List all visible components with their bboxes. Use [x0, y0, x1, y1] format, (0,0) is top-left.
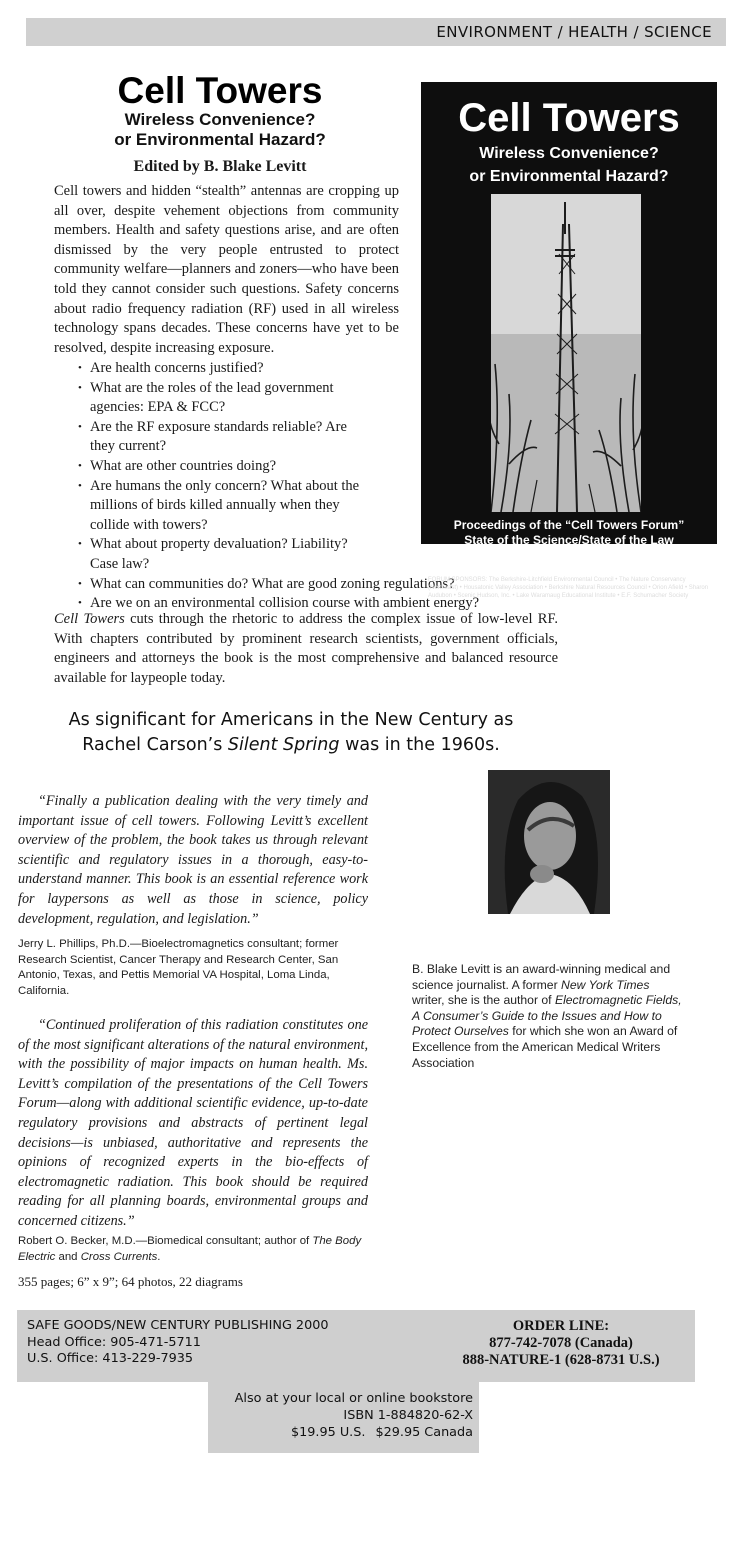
order-phone-us: 888-NATURE-1 (628-8731 U.S.): [462, 1352, 660, 1368]
book-subtitle-line1: Wireless Convenience?: [124, 110, 316, 129]
bookstore-info-box: [208, 1382, 479, 1453]
head-office-phone: Head Office: 905-471-5711: [27, 1334, 201, 1350]
category-label: ENVIRONMENT / HEALTH / SCIENCE: [436, 23, 712, 41]
order-line: [441, 1318, 681, 1369]
attribution-and: and: [55, 1250, 81, 1263]
bio-text: B. Blake Levitt is an award-winning medical and science journalist. A former: [412, 962, 671, 992]
bio-book-title: Electromagnetic Fields, A Consumer’s Guide to the Issues and How to Protect Ourselves: [412, 993, 682, 1039]
testimonial-attribution: Jerry L. Phillips, Ph.D.—Bioelectromagnetics consultant; former Research Scientist, Cancer Therapy and Research Center, San Antonio, Texas, and Pettis Memorial VA Hospital, Loma Linda, California.: [18, 938, 339, 997]
closing-text: cuts through the rhetoric to address the complex issue of low-level RF. With chapters contributed by prominent research scientists, government officials, engineers and attorneys the book is the most comprehensive and balanced resource available for laypeople today.: [54, 611, 558, 686]
testimonial-quote: “Finally a publication dealing with the very timely and important issue of cell towers. Following Levitt’s excellent overview of the problem, the book takes us through relevant scientific and regulatory issues in a thorough, easy-to-understand manner. This book is an essential reference work for laypersons as well as those in science, policy development, regulation, and legislation.”: [18, 793, 368, 927]
book-title-block: [40, 72, 400, 176]
category-header: [26, 18, 726, 46]
cover-proceedings-line1: Proceedings of the “Cell Towers Forum”: [453, 518, 685, 532]
question-item: • What can communities do? What are good zoning regulations?: [78, 575, 528, 595]
price-us: $19.95 U.S.: [290, 1425, 366, 1440]
cover-subtitle-line1: Wireless Convenience?: [479, 145, 659, 162]
price-line: [208, 1424, 473, 1441]
question-item: • Are the RF exposure standards reliable? Are they current?: [78, 418, 374, 457]
cell-tower-photo: [491, 194, 641, 512]
author-bio: [412, 962, 682, 1071]
isbn: ISBN 1-884820-62-X: [343, 1408, 473, 1423]
attribution-book-title: Cross Currents: [80, 1250, 158, 1263]
question-item: • Are health concerns justified?: [78, 359, 374, 379]
us-office-phone: U.S. Office: 413-229-7935: [27, 1351, 194, 1366]
price-canada: $29.95 Canada: [375, 1425, 473, 1440]
intro-paragraph: Cell towers and hidden “stealth” antennas are cropping up all over, despite vehement objections from community members. Health and safety questions arise, and are often dismissed by the very people entrusted to protect community welfare—planners and zoners—who have been told they cannot consider such questions. Safety concerns about radio frequency radiation (RF) used in all wireless technology spans decades. These concerns have yet to be resolved, despite increasing exposure.: [54, 183, 399, 356]
order-info-box: [17, 1310, 695, 1382]
bookstore-availability: Also at your local or online bookstore: [234, 1391, 473, 1406]
bio-text: for which she won an Award of Excellence from the American Medical Writers Association: [412, 1024, 678, 1070]
order-phone-canada: 877-742-7078 (Canada): [489, 1335, 633, 1351]
tagline-text: Rachel Carson’s: [82, 735, 228, 755]
attribution-text: Robert O. Becker, M.D.—Biomedical consultant; author of: [18, 1235, 313, 1247]
book-editor: Edited by B. Blake Levitt: [133, 158, 307, 175]
book-specs: 355 pages; 6” x 9”; 64 photos, 22 diagrams: [18, 1274, 243, 1289]
tagline-line2: [40, 733, 542, 758]
tagline-line1: As significant for Americans in the New Century as: [68, 710, 514, 730]
tagline-book-title: Silent Spring: [227, 735, 340, 755]
cover-proceedings-line2: State of the Science/State of the Law: [464, 533, 674, 547]
question-item: • What about property devaluation? Liability? Case law?: [78, 535, 374, 574]
question-item: • What are other countries doing?: [78, 457, 374, 477]
cover-proceedings: [421, 518, 717, 548]
bio-publication: New York Times: [561, 977, 650, 992]
question-item: • What are the roles of the lead government agencies: EPA & FCC?: [78, 379, 374, 418]
question-item: • Are humans the only concern? What about the millions of birds killed annually when they collide with towers?: [78, 477, 374, 536]
question-item: • Are we on an environmental collision course with ambient energy?: [78, 594, 528, 614]
cover-editor: Edited by B. Blake Levitt: [498, 556, 640, 570]
closing-paragraph: [54, 610, 558, 688]
cover-title: Cell Towers: [458, 96, 680, 140]
publisher-name: SAFE GOODS/NEW CENTURY PUBLISHING 2000: [27, 1318, 329, 1333]
testimonial-quote: “Continued proliferation of this radiation constitutes one of the most significant alterations of the natural environment, with the possibility of major impacts on human health. Ms. Levitt’s compilation of the presentations of the Cell Towers Forum—along with additional scientific evidence, up-to-date regulatory provisions and abstracts of pertinent legal decisions—is unbiased, authoritative and represents the opinions of recognized experts in the bio-effects of electromagnetic radiation. This book should be required reading for all planning boards, environmental groups and concerned citizens.”: [18, 1017, 368, 1229]
cover-sponsors: FORUM SPONSORS: The Berkshire-Litchfield Environmental Council • The Nature Conservancy (Northeast) • Housatonic Valley Association • Berkshire Natural Resources Council • Orion Afield • Sharon Audubon • Scenic Hudson, Inc. • Lake Waramaug Educational Institute • E.F. Schumacher Society: [428, 577, 709, 599]
cover-subtitle-line2: or Environmental Hazard?: [469, 168, 669, 185]
attribution-end: .: [157, 1250, 161, 1263]
book-cover-image: [421, 82, 717, 599]
attribution-book-title: The Body Electric: [18, 1235, 362, 1263]
tagline: [40, 708, 542, 758]
book-subtitle-line2: or Environmental Hazard?: [114, 130, 326, 149]
bio-text: writer, she is the author of: [412, 993, 555, 1008]
publisher-info: [27, 1318, 329, 1368]
book-title: Cell Towers: [117, 70, 323, 111]
testimonial-attribution: [18, 1234, 368, 1265]
closing-book-title: Cell Towers: [54, 611, 125, 627]
tagline-text-end: was in the 1960s.: [339, 735, 500, 755]
order-line-heading: ORDER LINE:: [512, 1318, 610, 1334]
author-photo: [488, 770, 610, 914]
